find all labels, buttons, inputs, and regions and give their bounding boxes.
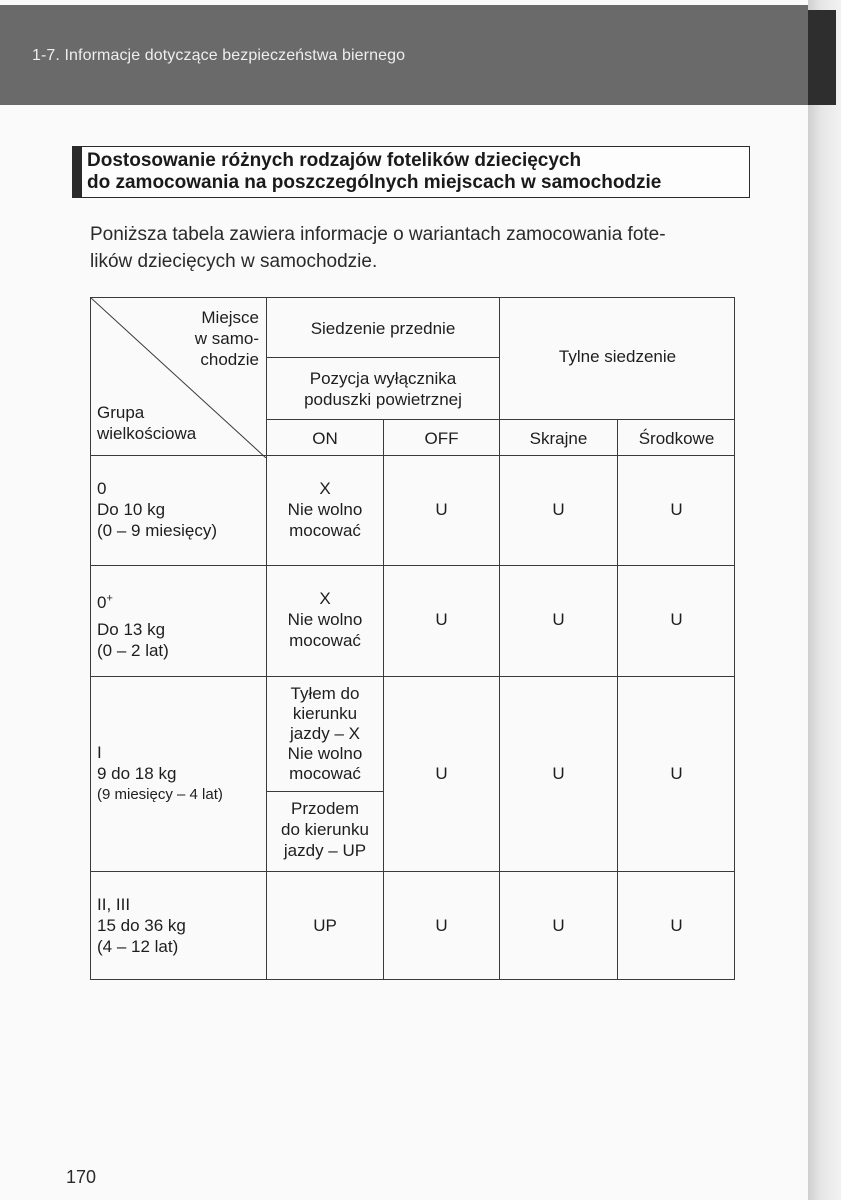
- corner-seat-label: [181, 307, 259, 370]
- header-front-seat: Siedzenie przednie: [310, 319, 456, 338]
- cell-line: Przodem: [290, 799, 360, 818]
- section-title-line2: do zamocowania na poszczególnych miejscach w samochodzie: [87, 172, 662, 193]
- intro-line2: lików dziecięcych w samochodzie.: [90, 251, 378, 272]
- row-2-on-rear-facing: [267, 684, 383, 784]
- section-title-text: [87, 150, 661, 194]
- cell-line: Nie wolno: [287, 744, 363, 763]
- header-airbag-line2: poduszki powietrznej: [304, 390, 462, 409]
- row-3-middle: U: [670, 916, 683, 935]
- group-weight: Do 13 kg: [97, 619, 166, 639]
- row-0-on: [267, 478, 383, 541]
- row-3-on: UP: [313, 916, 337, 935]
- group-age: (4 – 12 lat): [97, 937, 179, 956]
- row-0-outer: U: [552, 500, 565, 519]
- row-0-middle: U: [670, 500, 683, 519]
- row-group-2-3: [97, 894, 262, 957]
- grid-line: [91, 455, 735, 456]
- page-number: 170: [66, 1167, 97, 1187]
- row-1-middle: U: [670, 610, 683, 629]
- header-outer: Skrajne: [529, 429, 588, 448]
- row-group-1: [97, 742, 265, 805]
- child-seat-table: [90, 297, 735, 980]
- header-rear-seat: Tylne siedzenie: [558, 347, 677, 366]
- row-3-off: U: [435, 916, 448, 935]
- header-airbag-switch: [267, 368, 499, 410]
- group-weight: 9 do 18 kg: [97, 764, 177, 783]
- group-name: [97, 588, 262, 619]
- group-age: (0 – 2 lat): [97, 640, 169, 660]
- row-1-off: U: [435, 610, 448, 629]
- header-on: ON: [312, 429, 338, 448]
- intro-line1: Poniższa tabela zawiera informacje o wariantach zamocowania fote-: [90, 224, 666, 245]
- cell-line: mocować: [289, 631, 361, 650]
- grid-line: [91, 676, 735, 677]
- section-title-line1: Dostosowanie różnych rodzajów fotelików dziecięcych: [87, 150, 582, 171]
- corner-seat-line2: w samo-: [194, 329, 259, 348]
- cell-line: mocować: [289, 764, 361, 783]
- page-edge-tab: [808, 10, 836, 105]
- group-age: (0 – 9 miesięcy): [97, 521, 217, 540]
- header-off: OFF: [424, 429, 459, 448]
- row-2-outer: U: [552, 764, 565, 783]
- group-weight: Do 10 kg: [97, 500, 166, 519]
- group-name-display: 0+: [97, 592, 113, 612]
- corner-group-line2: wielkościowa: [97, 424, 197, 443]
- header-middle: Środkowe: [638, 429, 715, 448]
- group-name: 0: [97, 479, 107, 498]
- row-group-0plus: [97, 588, 262, 661]
- cell-line: Tyłem do: [290, 684, 360, 703]
- group-name: II, III: [97, 895, 131, 914]
- grid-line: [266, 357, 499, 358]
- group-weight: 15 do 36 kg: [97, 916, 186, 935]
- row-1-on: [267, 588, 383, 651]
- row-0-off: U: [435, 500, 448, 519]
- row-3-outer: U: [552, 916, 565, 935]
- section-title: [72, 146, 750, 198]
- row-2-middle: U: [670, 764, 683, 783]
- cell-line: Nie wolno: [287, 610, 363, 629]
- cell-line: X: [319, 479, 331, 498]
- group-age: (9 miesięcy – 4 lat): [97, 786, 223, 803]
- breadcrumb: 1-7. Informacje dotyczące bezpieczeństwa biernego: [32, 47, 406, 64]
- row-2-off: U: [435, 764, 448, 783]
- cell-line: Nie wolno: [287, 500, 363, 519]
- title-accent-bar: [73, 147, 82, 197]
- grid-line: [91, 871, 735, 872]
- corner-group-line1: Grupa: [97, 403, 145, 422]
- row-group-0: [97, 478, 262, 541]
- grid-line: [91, 565, 735, 566]
- header-airbag-line1: Pozycja wyłącznika: [309, 369, 457, 388]
- group-name: I: [97, 743, 102, 762]
- cell-line: X: [319, 589, 331, 608]
- corner-group-label: [97, 402, 247, 444]
- cell-line: jazdy – UP: [283, 841, 367, 860]
- row-2-on-forward-facing: [267, 798, 383, 861]
- cell-line: do kierunku: [281, 820, 369, 839]
- grid-line: [499, 298, 500, 980]
- cell-line: jazdy – X: [290, 724, 360, 743]
- grid-line: [266, 419, 735, 420]
- cell-line: mocować: [289, 521, 361, 540]
- corner-seat-line1: Miejsce: [201, 308, 259, 327]
- row-1-outer: U: [552, 610, 565, 629]
- page-edge: [808, 0, 841, 1200]
- intro-paragraph: [90, 221, 760, 275]
- header-band: [0, 5, 808, 105]
- cell-line: kierunku: [292, 704, 358, 723]
- corner-seat-line3: chodzie: [200, 350, 259, 369]
- grid-line: [266, 791, 383, 792]
